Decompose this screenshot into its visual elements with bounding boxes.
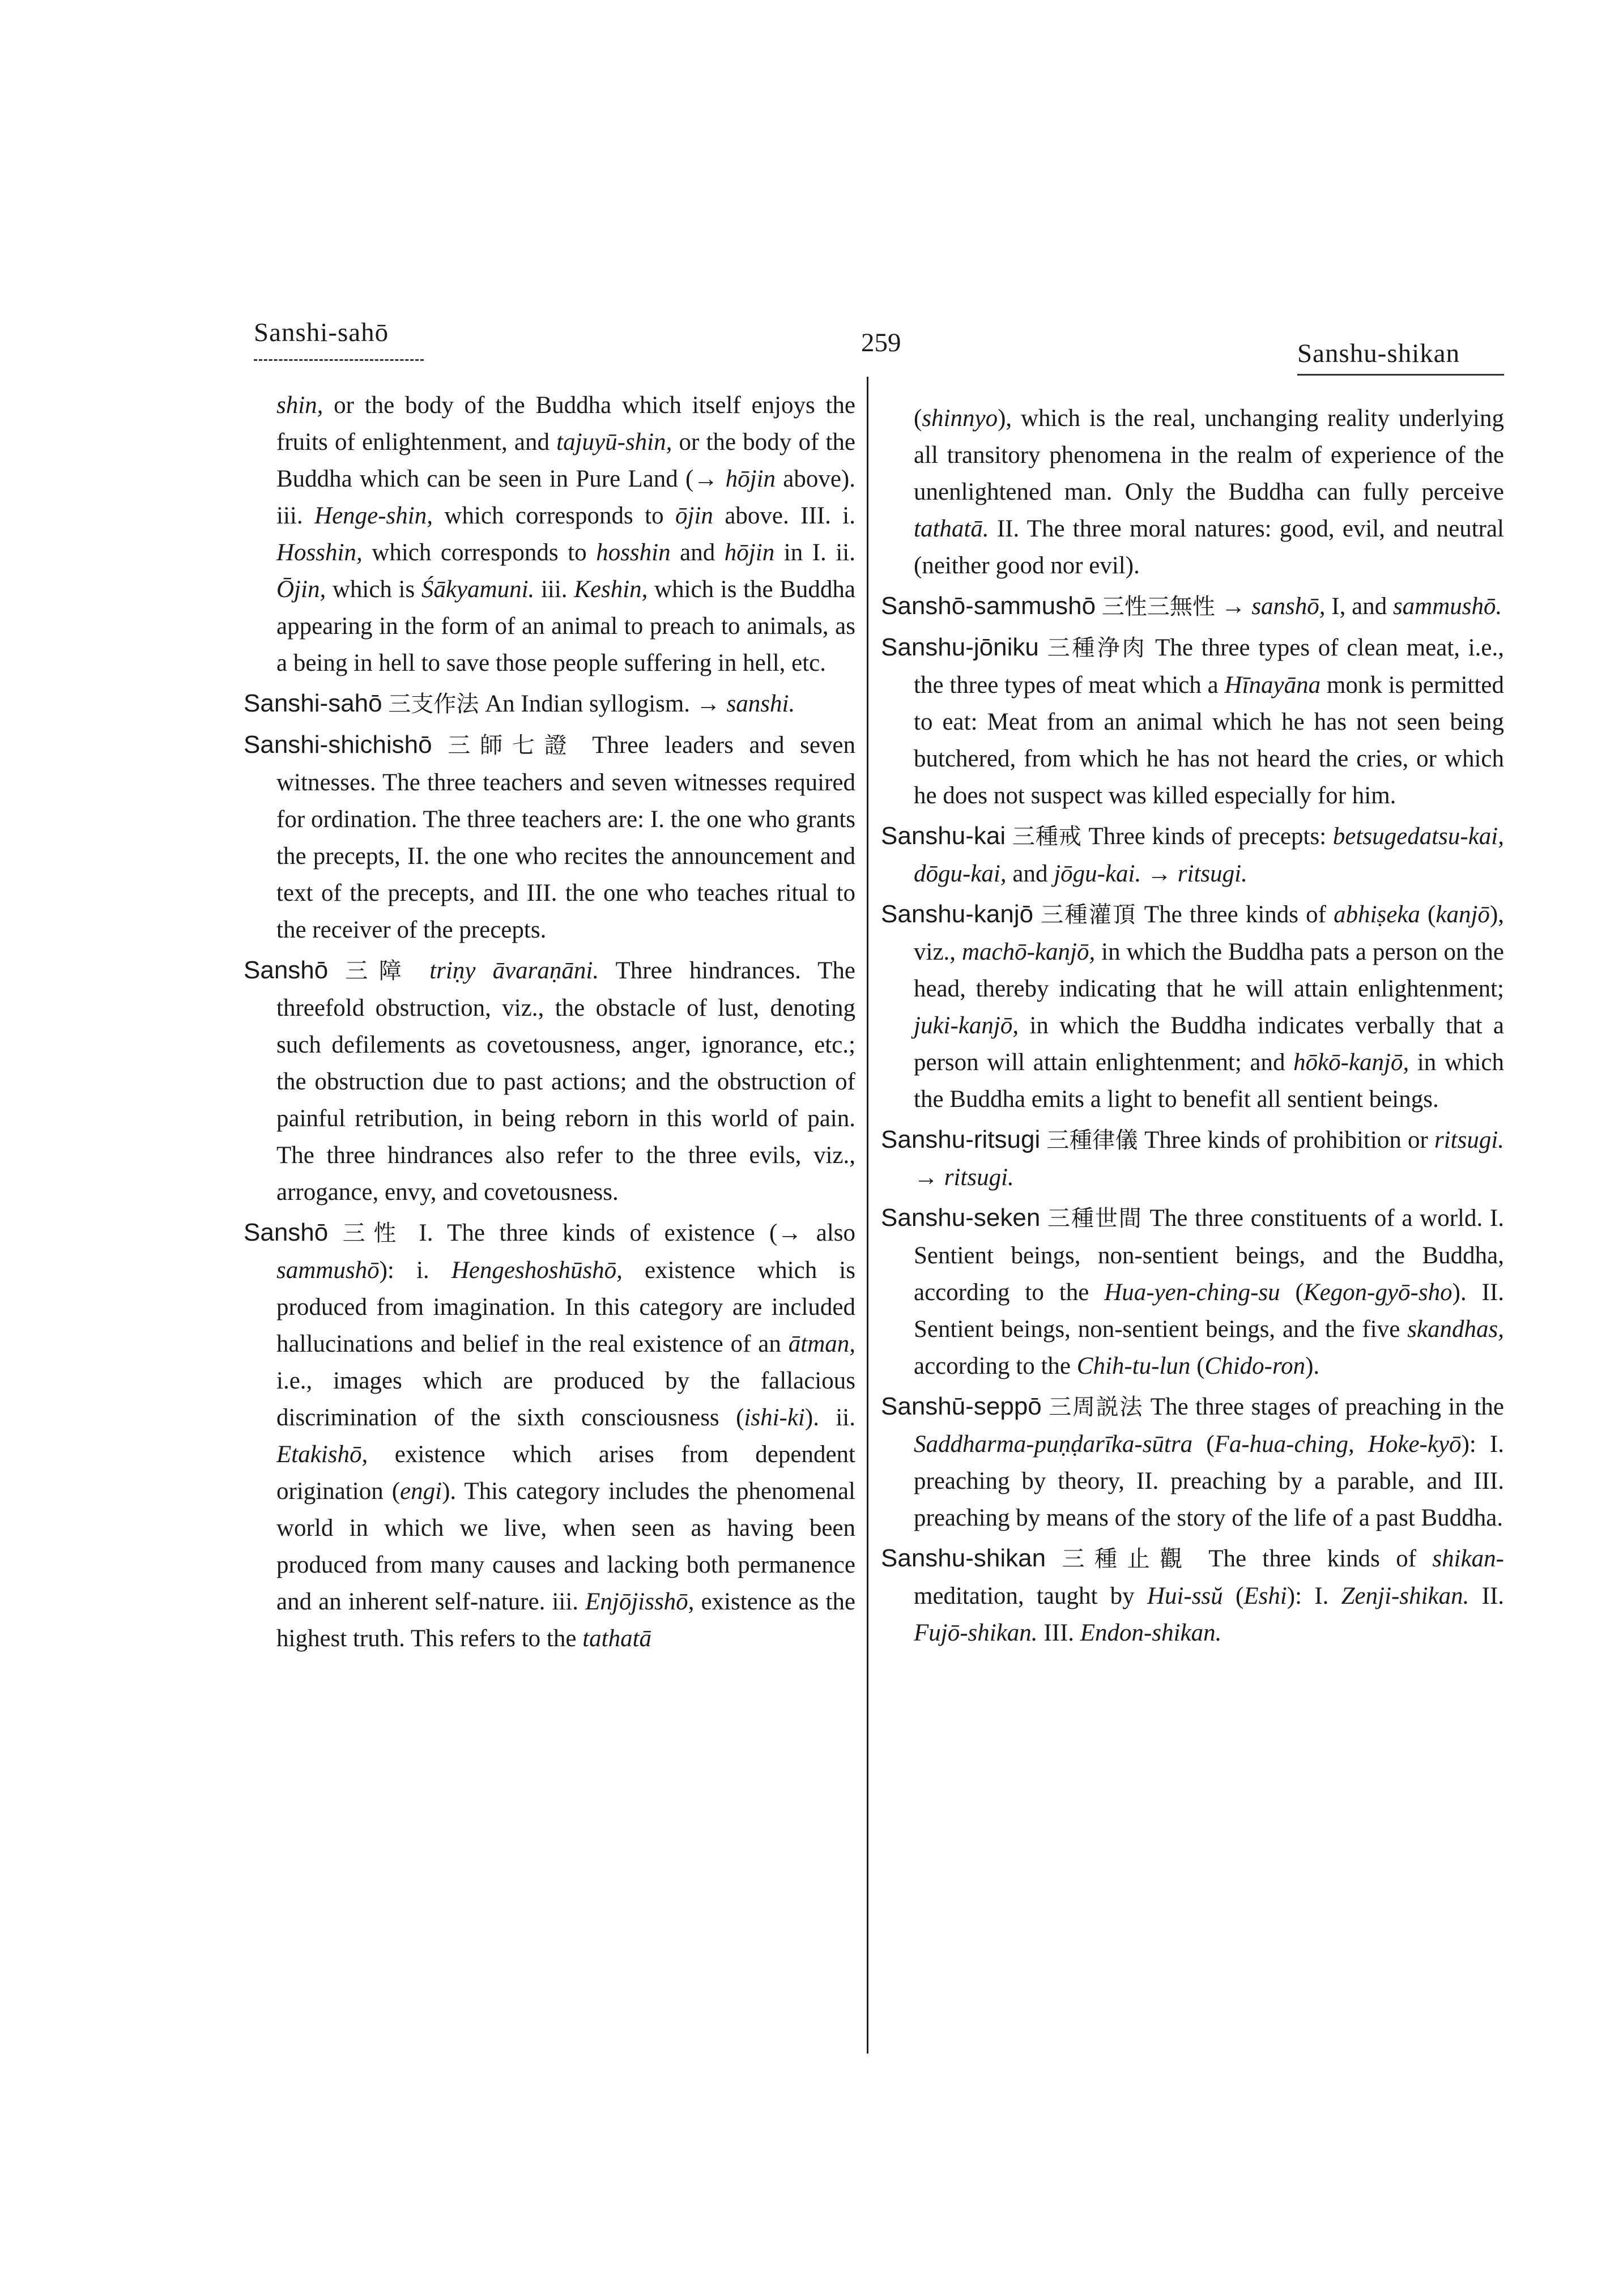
running-head-left: Sanshi-sahō [254, 318, 389, 347]
kanji: 三障 [345, 958, 413, 984]
kanji: 三種律儀 [1046, 1127, 1138, 1153]
running-head-rule [254, 359, 424, 361]
kanji: 三種灌頂 [1041, 902, 1137, 928]
entry-sanshi-shichisho: Sanshi-shichishō 三師七證 Three leaders and seven witnesses. The three teachers and seven witnesses required for ordination. The three teachers are: I. the one who grants the precepts, II. the one who recites the announcement and text of the precepts, and III. the one who teaches ritual to the receiver of the precepts. [244, 731, 856, 943]
headword: Sanshō [244, 956, 329, 984]
right-column [881, 400, 1504, 1655]
entry-sanshu-shikan: Sanshu-shikan 三種止觀 The three kinds of shikan-meditation, taught by Hui-ssŭ (Eshi): I. Zenji-shikan. II. Fujō-shikan. III. Endon-shikan. [881, 1544, 1505, 1646]
kanji: 三種浄肉 [1047, 635, 1147, 661]
kanji: 三周説法 [1049, 1394, 1144, 1420]
entry-continuation: shin, or the body of the Buddha which itself enjoys the fruits of enlightenment, and tajuyū-shin, or the body of the Buddha which can be seen in Pure Land (→ hōjin above). iii. Henge-shin, which corresponds to ōjin above. III. i. Hosshin, which corresponds to hosshin and hōjin in I. ii. Ōjin, which is Śākyamuni. iii. Keshin, which is the Buddha appearing in the form of an animal to preach to animals, as a being in hell to save those people suffering in hell, etc. [276, 392, 855, 676]
headword: Sanshu-jōniku [881, 633, 1039, 661]
kanji: 三種止觀 [1062, 1546, 1192, 1572]
entry-sanshu-ritsugi: Sanshu-ritsugi 三種律儀 Three kinds of prohibition or ritsugi. → ritsugi. [881, 1126, 1505, 1191]
left-column [244, 387, 855, 1660]
entry-sansho-existence: Sanshō 三性 I. The three kinds of existence (→ also sammushō): i. Hengeshoshūshō, existence which is produced from imagination. In this category are included hallucinations and belief in the real existence of an ātman, i.e., images which are produced by the fallacious discrimination of the sixth consciousness (ishi-ki). ii. Etakishō, existence which arises from dependent origination (engi). This category includes the phenomenal world in which we live, when seen as having been produced from many causes and lacking both permanence and an inherent self-nature. iii. Enjōjisshō, existence as the highest truth. This refers to the tathatā [244, 1219, 855, 1652]
kanji: 三性三無性 [1101, 594, 1215, 620]
kanji: 三性 [342, 1220, 404, 1246]
headword: Sanshu-kanjō [881, 900, 1034, 928]
running-head-rule-right [1297, 374, 1504, 376]
headword: Sanshi-shichishō [244, 731, 432, 759]
headword: Sanshu-shikan [881, 1544, 1046, 1572]
headword: Sanshu-kai [881, 822, 1006, 850]
entry-sanshu-joniku: Sanshu-jōniku 三種浄肉 The three types of clean meat, i.e., the three types of meat which a Hīnayāna monk is permitted to eat: Meat from an animal which he has not seen being butchered, from which he has not heard the cries, or which he does not suspect was killed especially for him. [881, 633, 1505, 809]
headword: Sanshū-seppō [881, 1392, 1042, 1420]
entry-sanshu-kanjo: Sanshu-kanjō 三種灌頂 The three kinds of abhiṣeka (kanjō), viz., machō-kanjō, in which the Buddha pats a person on the head, thereby indicating that he will attain enlightenment; juki-kanjō, in which the Buddha indicates verbally that a person will attain enlightenment; and hōkō-kanjō, in which the Buddha emits a light to benefit all sentient beings. [881, 900, 1505, 1113]
entry-sansho-sammusho: Sanshō-sammushō 三性三無性 → sanshō, I, and sammushō. [881, 592, 1502, 620]
kanji: 三種世間 [1047, 1205, 1143, 1232]
headword: Sanshō [244, 1219, 329, 1246]
kanji: 三師七證 [448, 732, 577, 759]
headword: Sanshi-sahō [244, 689, 382, 717]
entry-sanshu-seken: Sanshu-seken 三種世間 The three constituents of a world. I. Sentient beings, non-sentient beings, and the Buddha, according to the Hua-yen-ching-su (Kegon-gyō-sho). II. Sentient beings, non-sentient beings, and the five skandhas, according to the Chih-tu-lun (Chido-ron). [881, 1204, 1504, 1379]
headword: Sanshu-ritsugi [881, 1126, 1041, 1153]
entry-sanshu-seppo: Sanshū-seppō 三周説法 The three stages of preaching in the Saddharma-puṇḍarīka-sūtra (Fa-hua-ching, Hoke-kyō): I. preaching by theory, II. preaching by a parable, and III. preaching by means of the story of the life of a past Buddha. [881, 1392, 1505, 1531]
entry-sansho-hindrances: Sanshō 三障 triṇy āvaraṇāni. Three hindrances. The threefold obstruction, viz., the obstacle of lust, denoting such defilements as covetousness, anger, ignorance, etc.; the obstruction due to past actions; and the obstruction of painful retribution, in being reborn in this world of pain. The three hindrances also refer to the three evils, viz., arrogance, envy, and covetousness. [244, 956, 856, 1205]
running-head-right: Sanshu-shikan [1297, 339, 1460, 368]
entry-sanshu-kai: Sanshu-kai 三種戒 Three kinds of precepts: betsugedatsu-kai, dōgu-kai, and jōgu-kai. → ritsugi. [881, 822, 1505, 887]
column-divider [867, 377, 868, 2054]
entry-sanshi-saho: Sanshi-sahō 三支作法 An Indian syllogism. → sanshi. [244, 689, 795, 717]
headword: Sanshu-seken [881, 1204, 1041, 1232]
headword: Sanshō-sammushō [881, 592, 1096, 620]
page-number: 259 [861, 328, 901, 357]
kanji: 三種戒 [1012, 824, 1082, 850]
entry-continuation: (shinnyo), which is the real, unchanging reality underlying all transitory phenomena in the realm of experience of the unenlightened man. Only the Buddha can fully perceive tathatā. II. The three moral natures: good, evil, and neutral (neither good nor evil). [914, 405, 1504, 579]
kanji: 三支作法 [388, 691, 479, 717]
